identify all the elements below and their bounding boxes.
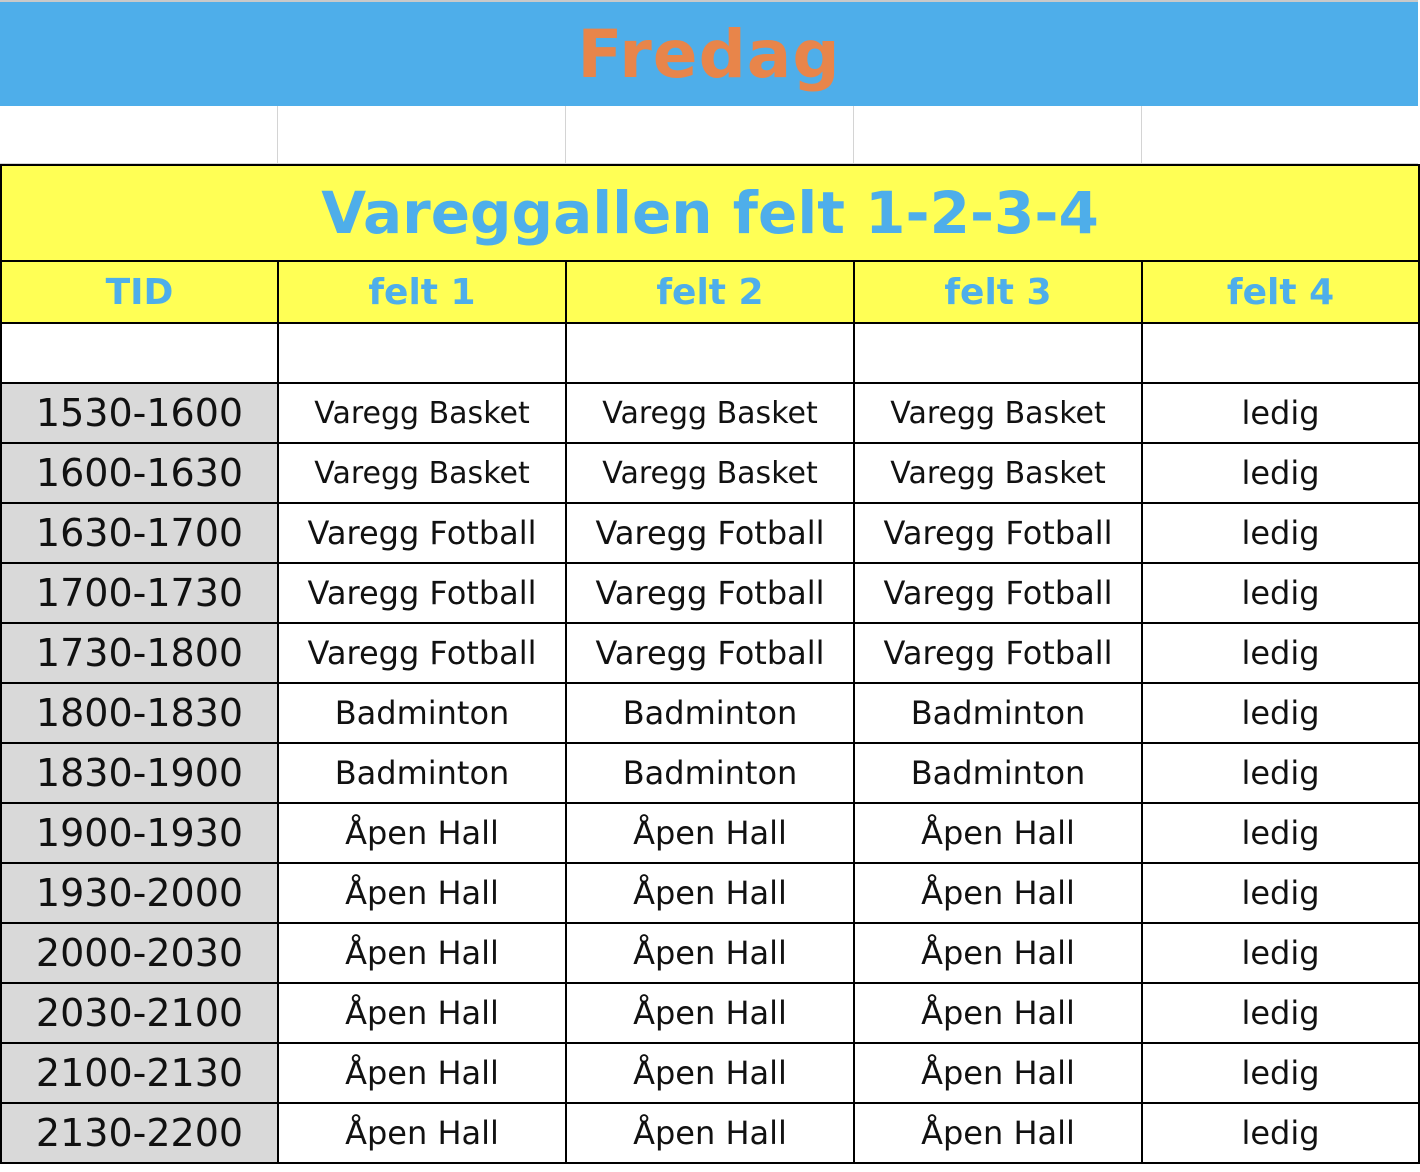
time-slot-cell: 1530-1600 — [1, 383, 278, 443]
time-slot-cell: 2000-2030 — [1, 923, 278, 983]
felt-4-cell: ledig — [1142, 563, 1419, 623]
table-row — [1, 443, 1419, 503]
felt-4-cell: ledig — [1142, 443, 1419, 503]
felt-3-cell: Åpen Hall — [854, 863, 1142, 923]
column-header-felt-4: felt 4 — [1142, 261, 1419, 323]
time-slot-cell: 1730-1800 — [1, 623, 278, 683]
time-slot-cell: 2130-2200 — [1, 1103, 278, 1163]
table-row — [1, 983, 1419, 1043]
blank-cell — [566, 323, 854, 383]
felt-1-cell: Åpen Hall — [278, 803, 566, 863]
felt-3-cell: Varegg Basket — [854, 443, 1142, 503]
table-row — [1, 803, 1419, 863]
felt-1-cell: Varegg Basket — [278, 443, 566, 503]
time-slot-cell: 1930-2000 — [1, 863, 278, 923]
felt-4-cell: ledig — [1142, 1043, 1419, 1103]
felt-3-cell: Varegg Basket — [854, 383, 1142, 443]
day-banner — [0, 0, 1418, 106]
time-slot-cell: 1830-1900 — [1, 743, 278, 803]
felt-1-cell: Varegg Fotball — [278, 503, 566, 563]
felt-1-cell: Åpen Hall — [278, 983, 566, 1043]
felt-1-cell: Åpen Hall — [278, 863, 566, 923]
column-header-row — [1, 261, 1419, 323]
table-row — [1, 923, 1419, 983]
time-slot-cell: 2030-2100 — [1, 983, 278, 1043]
felt-4-cell: ledig — [1142, 983, 1419, 1043]
venue-title-row — [1, 165, 1419, 261]
felt-3-cell: Åpen Hall — [854, 1103, 1142, 1163]
felt-1-cell: Åpen Hall — [278, 1103, 566, 1163]
grid-line — [853, 106, 854, 164]
felt-3-cell: Varegg Fotball — [854, 563, 1142, 623]
felt-1-cell: Varegg Basket — [278, 383, 566, 443]
table-row — [1, 563, 1419, 623]
column-header-felt-1: felt 1 — [278, 261, 566, 323]
column-header-felt-3: felt 3 — [854, 261, 1142, 323]
felt-2-cell: Åpen Hall — [566, 983, 854, 1043]
felt-1-cell: Åpen Hall — [278, 923, 566, 983]
felt-2-cell: Varegg Basket — [566, 383, 854, 443]
table-row — [1, 1103, 1419, 1163]
felt-4-cell: ledig — [1142, 383, 1419, 443]
felt-2-cell: Åpen Hall — [566, 923, 854, 983]
column-header-tid: TID — [1, 261, 278, 323]
felt-2-cell: Varegg Fotball — [566, 503, 854, 563]
felt-2-cell: Åpen Hall — [566, 1103, 854, 1163]
felt-3-cell: Åpen Hall — [854, 923, 1142, 983]
felt-3-cell: Åpen Hall — [854, 803, 1142, 863]
time-slot-cell: 1800-1830 — [1, 683, 278, 743]
table-row — [1, 683, 1419, 743]
felt-2-cell: Varegg Fotball — [566, 623, 854, 683]
blank-cell — [1, 323, 278, 383]
felt-1-cell: Åpen Hall — [278, 1043, 566, 1103]
felt-2-cell: Åpen Hall — [566, 803, 854, 863]
grid-line — [1141, 106, 1142, 164]
felt-4-cell: ledig — [1142, 923, 1419, 983]
felt-3-cell: Varegg Fotball — [854, 623, 1142, 683]
time-slot-cell: 2100-2130 — [1, 1043, 278, 1103]
blank-cell — [1142, 323, 1419, 383]
felt-1-cell: Badminton — [278, 683, 566, 743]
venue-title: Vareggallen felt 1-2-3-4 — [1, 165, 1419, 261]
table-row — [1, 743, 1419, 803]
table-row — [1, 503, 1419, 563]
time-slot-cell: 1630-1700 — [1, 503, 278, 563]
table-row — [1, 383, 1419, 443]
felt-1-cell: Varegg Fotball — [278, 623, 566, 683]
table-row — [1, 623, 1419, 683]
felt-3-cell: Badminton — [854, 683, 1142, 743]
time-slot-cell: 1700-1730 — [1, 563, 278, 623]
blank-row — [1, 323, 1419, 383]
empty-spacer-row — [0, 106, 1418, 164]
felt-2-cell: Varegg Fotball — [566, 563, 854, 623]
column-header-felt-2: felt 2 — [566, 261, 854, 323]
felt-4-cell: ledig — [1142, 623, 1419, 683]
felt-2-cell: Badminton — [566, 743, 854, 803]
felt-2-cell: Åpen Hall — [566, 863, 854, 923]
felt-4-cell: ledig — [1142, 863, 1419, 923]
table-row — [1, 863, 1419, 923]
grid-line — [565, 106, 566, 164]
felt-2-cell: Varegg Basket — [566, 443, 854, 503]
felt-4-cell: ledig — [1142, 503, 1419, 563]
felt-4-cell: ledig — [1142, 803, 1419, 863]
felt-3-cell: Åpen Hall — [854, 1043, 1142, 1103]
felt-3-cell: Åpen Hall — [854, 983, 1142, 1043]
schedule-table — [0, 164, 1420, 1164]
felt-3-cell: Badminton — [854, 743, 1142, 803]
felt-1-cell: Varegg Fotball — [278, 563, 566, 623]
time-slot-cell: 1600-1630 — [1, 443, 278, 503]
day-title: Fredag — [577, 15, 841, 93]
table-row — [1, 1043, 1419, 1103]
grid-line — [277, 106, 278, 164]
blank-cell — [278, 323, 566, 383]
felt-4-cell: ledig — [1142, 743, 1419, 803]
blank-cell — [854, 323, 1142, 383]
felt-3-cell: Varegg Fotball — [854, 503, 1142, 563]
felt-2-cell: Åpen Hall — [566, 1043, 854, 1103]
felt-4-cell: ledig — [1142, 683, 1419, 743]
felt-4-cell: ledig — [1142, 1103, 1419, 1163]
time-slot-cell: 1900-1930 — [1, 803, 278, 863]
felt-2-cell: Badminton — [566, 683, 854, 743]
felt-1-cell: Badminton — [278, 743, 566, 803]
